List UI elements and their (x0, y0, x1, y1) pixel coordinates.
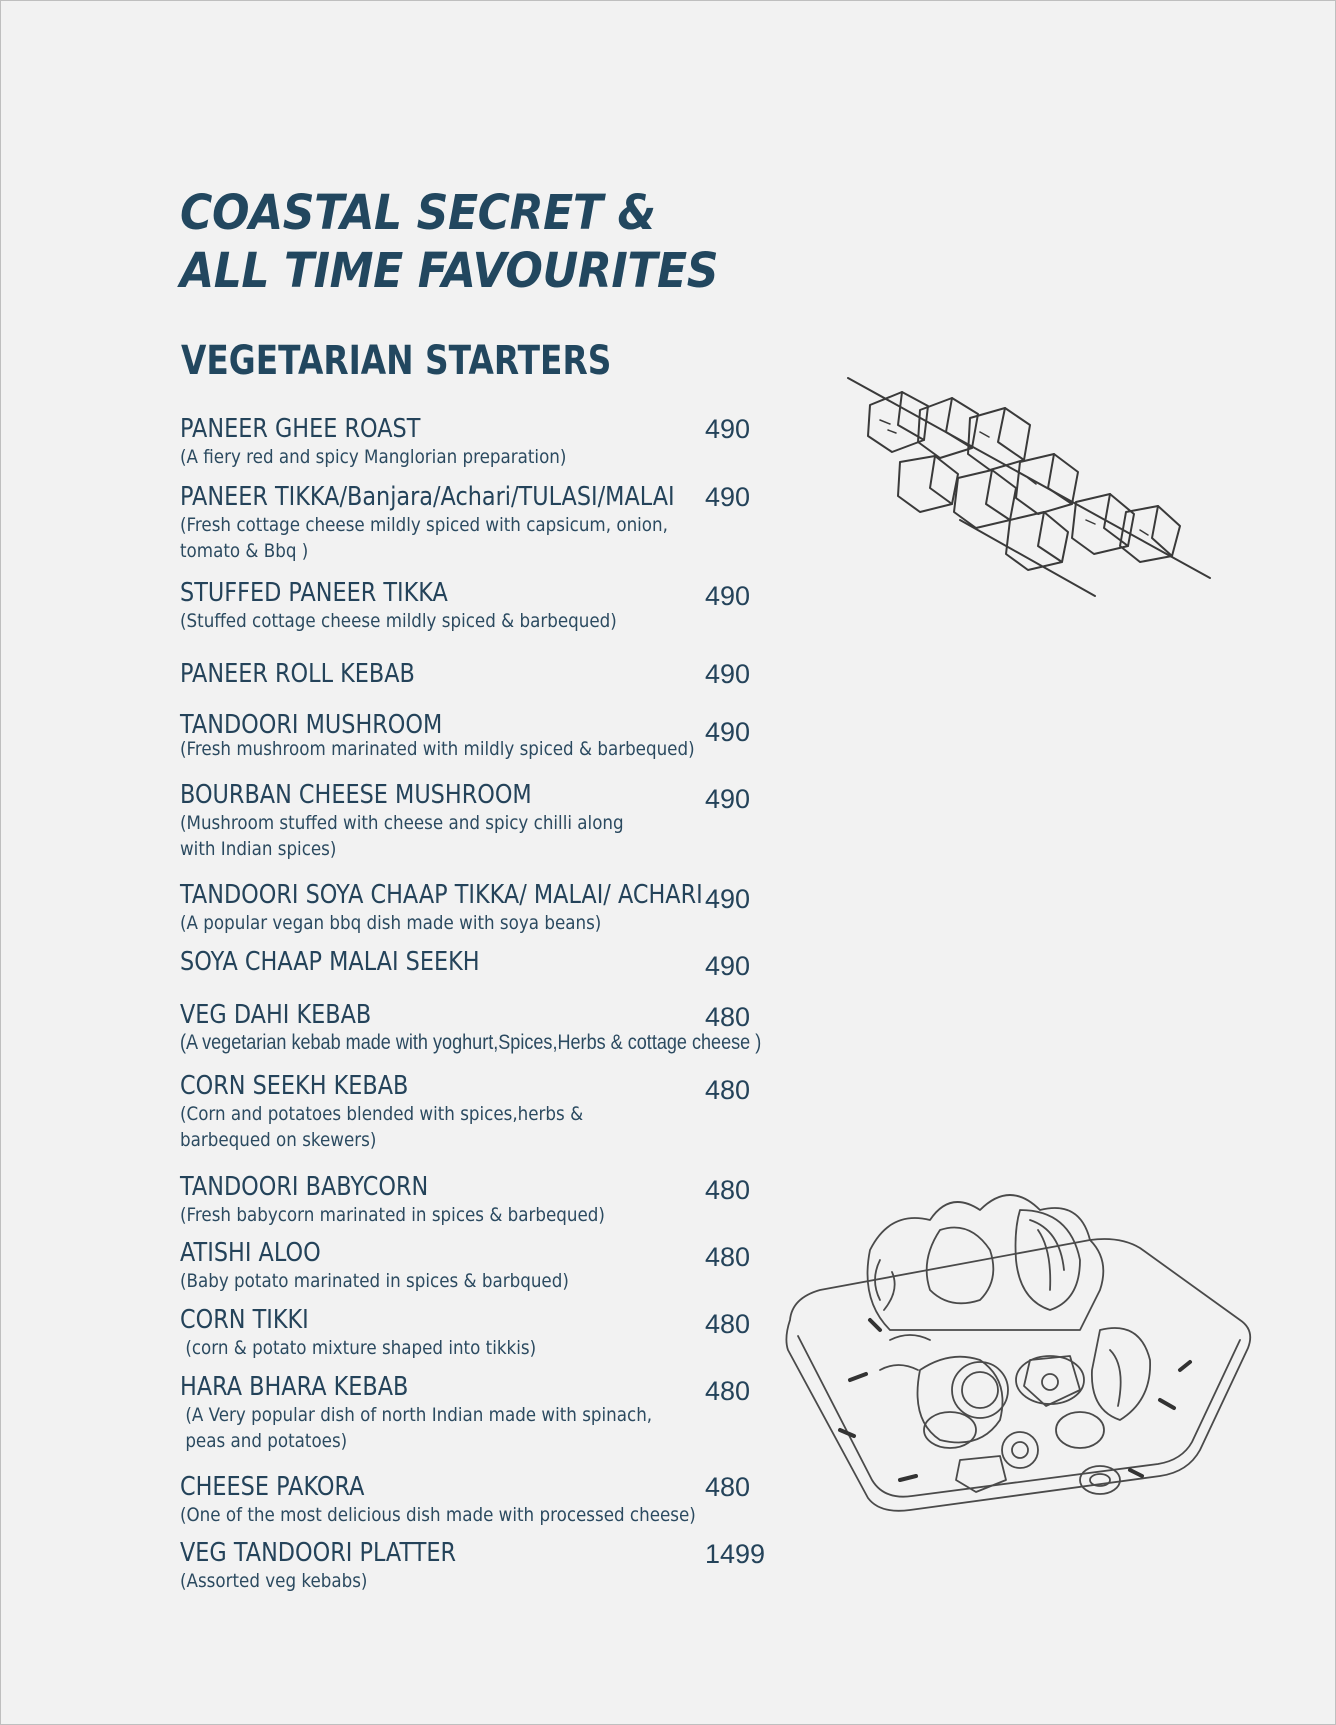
item-name: TANDOORI BABYCORN (180, 1172, 429, 1202)
menu-item (180, 578, 760, 634)
skewer-kebab-icon (840, 370, 1220, 600)
item-price: 490 (705, 784, 751, 814)
item-price: 480 (705, 1002, 751, 1032)
item-price: 490 (705, 717, 751, 747)
menu-item (180, 1372, 760, 1454)
item-description: (Fresh mushroom marinated with mildly spiced & barbequed) (180, 738, 695, 760)
item-description: (A vegetarian kebab made with yoghurt,Spices,Herbs & cottage cheese ) (180, 1031, 762, 1054)
item-name: BOURBAN CHEESE MUSHROOM (180, 780, 532, 810)
item-name: PANEER ROLL KEBAB (180, 659, 415, 689)
menu-item (180, 710, 760, 760)
salad-plate-icon (780, 1180, 1260, 1520)
menu-item (180, 414, 760, 470)
item-description: (Assorted veg kebabs) (180, 1570, 368, 1592)
item-price: 490 (705, 659, 751, 689)
item-price: 480 (705, 1376, 751, 1406)
menu-item (180, 880, 760, 936)
item-name: CHEESE PAKORA (180, 1472, 365, 1502)
title-line-1: COASTAL SECRET & (180, 185, 656, 241)
item-name: PANEER GHEE ROAST (180, 414, 421, 444)
menu-item (180, 1071, 760, 1153)
menu-item (180, 780, 760, 862)
menu-item (180, 947, 760, 977)
item-name: SOYA CHAAP MALAI SEEKH (180, 947, 480, 977)
item-description: (corn & potato mixture shaped into tikkis) (180, 1337, 537, 1359)
item-price: 480 (705, 1242, 751, 1272)
item-price: 480 (705, 1175, 751, 1205)
menu-item (180, 1538, 760, 1594)
item-description: (Corn and potatoes blended with spices,herbs & barbequed on skewers) (180, 1103, 584, 1151)
item-name: PANEER TIKKA/Banjara/Achari/TULASI/MALAI (180, 482, 675, 512)
menu-item (180, 1172, 760, 1228)
menu-item (180, 659, 760, 689)
item-name: STUFFED PANEER TIKKA (180, 578, 448, 608)
item-description: (Fresh cottage cheese mildly spiced with capsicum, onion, tomato & Bbq ) (180, 514, 668, 562)
item-name: VEG TANDOORI PLATTER (180, 1538, 457, 1568)
item-description: (A Very popular dish of north Indian made with spinach, peas and potatoes) (185, 1404, 653, 1452)
menu-item (180, 1305, 760, 1361)
item-name: TANDOORI MUSHROOM (180, 710, 443, 740)
item-description: (Fresh babycorn marinated in spices & barbequed) (180, 1204, 605, 1226)
menu-item (180, 482, 760, 564)
item-price: 480 (705, 1472, 751, 1502)
menu-item (180, 1238, 760, 1294)
item-description: (A popular vegan bbq dish made with soya beans) (180, 912, 602, 934)
item-price: 490 (705, 581, 751, 611)
item-name: HARA BHARA KEBAB (180, 1372, 409, 1402)
item-price: 490 (705, 951, 751, 981)
item-description: (One of the most delicious dish made with processed cheese) (180, 1504, 696, 1526)
menu-item (180, 1000, 760, 1056)
title-line-2: ALL TIME FAVOURITES (180, 243, 719, 299)
item-price: 480 (705, 1309, 751, 1339)
item-price: 490 (705, 482, 751, 512)
menu-title (180, 184, 718, 300)
menu-item (180, 1472, 760, 1528)
item-name: TANDOORI SOYA CHAAP TIKKA/ MALAI/ ACHARI (180, 880, 703, 910)
item-description: (A fiery red and spicy Manglorian preparation) (180, 446, 567, 468)
section-heading: VEGETARIAN STARTERS (181, 338, 612, 384)
item-description: (Stuffed cottage cheese mildly spiced & barbequed) (180, 610, 617, 632)
item-name: CORN SEEKH KEBAB (180, 1071, 409, 1101)
item-description: (Baby potato marinated in spices & barbqued) (180, 1270, 569, 1292)
item-price: 1499 (705, 1539, 766, 1569)
item-name: VEG DAHI KEBAB (180, 1000, 372, 1030)
item-description: (Mushroom stuffed with cheese and spicy chilli along with Indian spices) (180, 812, 624, 860)
item-price: 490 (705, 414, 751, 444)
item-price: 480 (705, 1075, 751, 1105)
item-price: 490 (705, 884, 751, 914)
item-name: ATISHI ALOO (180, 1238, 321, 1268)
item-name: CORN TIKKI (180, 1305, 309, 1335)
